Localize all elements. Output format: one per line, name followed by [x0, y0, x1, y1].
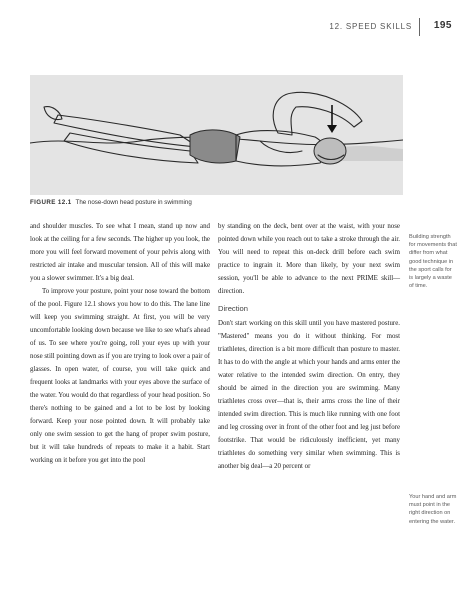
header-divider: [419, 18, 420, 36]
figure-label: FIGURE 12.1: [30, 199, 72, 206]
running-header: [230, 18, 460, 36]
margin-note: Your hand and arm must point in the right direction on entering the water.: [409, 494, 457, 525]
swimmer-arm: [273, 92, 362, 135]
chapter-title: 12. SPEED SKILLS: [329, 22, 412, 31]
right-column: [218, 220, 400, 473]
swimmer-foot: [44, 107, 62, 120]
figure-caption-text: The nose-down head posture in swimming: [75, 199, 192, 206]
swimmer-illustration: [30, 75, 403, 195]
swimmer-head: [314, 138, 346, 164]
swimmer-torso: [236, 131, 325, 166]
body-paragraph: by standing on the deck, bent over at the waist, with your nose pointed down while you reach out to take a stroke through the air. You will need to repeat this on-deck drill before each swim practice to ingrain it. More than likely, by your next swim session, you'll be able to advance to the next PRIME skill—direction.: [218, 223, 400, 295]
figure-caption: [30, 199, 410, 206]
body-paragraph: and shoulder muscles. To see what I mean, stand up now and look at the ceiling for a few seconds. The higher up you look, the more you will feel forward movement of your pelvis along with restricted air intake and muscular tension. All of this will make you a slower swimmer. It's a big deal.: [30, 223, 210, 282]
page-number: 195: [433, 20, 452, 31]
swimmer-trunks: [190, 130, 240, 163]
left-column: [30, 220, 210, 467]
section-heading: Direction: [218, 304, 248, 313]
body-paragraph: To improve your posture, point your nose toward the bottom of the pool. Figure 12.1 shows you how to do this. The lane line will keep you swimming straight. At first, you will be very uncomfortable looking down because we like to see what's ahead of us. To see where you're going, roll your eyes up with your nose still pointing down as if you are trying to look over a pair of glasses. In open water, of course, you will take quick and frequent looks at landmarks with your eyes above the surface of the water. You would do that regardless of your head position. So there's nothing to be gained and a lot to be lost by looking forward. Keep your nose pointed down. It will probably take only one swim session to get the hang of proper swim posture, but it will take hundreds of repeats to make it a habit. Start working on it before you get into the pool: [30, 288, 210, 464]
margin-note: Building strength for movements that differ from what good technique in the sport calls for is largely a waste of time.: [409, 234, 457, 290]
body-paragraph: Don't start working on this skill until you have mastered posture. "Mastered" means you do it without thinking. For most triathletes, direction is a bit more difficult than posture to master. It has to do with the angle at which your hands and arms enter the water relative to the intended swim direction. On entry, they should be aimed in the direction you are swimming. Many triathletes cross over—that is, their arms cross the line of their intended swim direction. This is much like running with one foot and leg crossing over in front of the other foot and leg just before footstrike. That would be ridiculously inefficient, yet many triathletes do something very similar when swimming. This is another big deal—a 20 percent or: [218, 320, 400, 470]
